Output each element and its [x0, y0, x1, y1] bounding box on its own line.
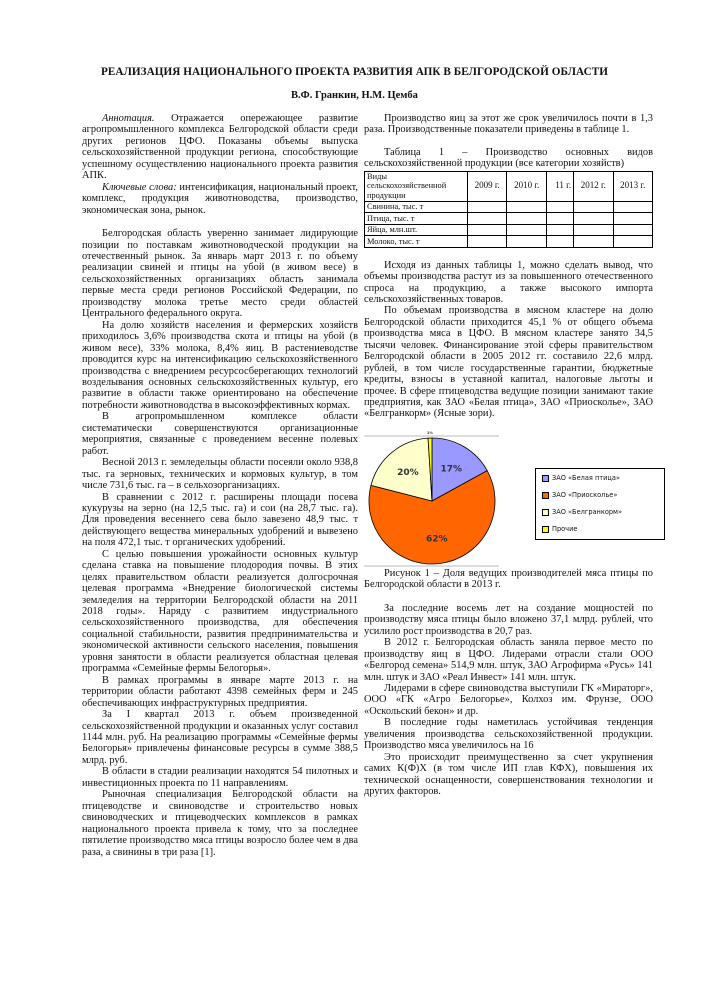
- keywords-text: интенсификация, национальный проект, комплекс, продукция животноводства, производство, экономическая зона, рынок.: [82, 181, 358, 216]
- table-cell: [468, 224, 507, 236]
- paragraph: На долю хозяйств населения и фермерских хозяйств приходилось 3,6% производства скота и птицы на убой (в живом весе), 33% молока, 8,4% яиц. В растениеводстве проводится курс на интенсификацию сельскохозяйственного производства с внедрением ресурсосберегающих технологий возделывания основных сельскохозяйственных культур, его развитие в области также ориентировано на обеспечение потребности животноводства в высокоэффективных кормах.: [82, 319, 358, 411]
- table-row: [365, 224, 653, 236]
- paper-authors: В.Ф. Гранкин, Н.М. Цемба: [291, 90, 418, 101]
- legend-item: [542, 488, 664, 503]
- table-cell: [613, 201, 652, 213]
- abstract-label: Аннотация.: [102, 113, 155, 124]
- paragraph: Весной 2013 г. земледельцы области посеяли около 938,8 тыс. га зерновых, технических и кормовых культур, в том числе 731,6 тыс. га – в сельхозорганизациях.: [82, 457, 358, 492]
- table-header-cell: 2013 г.: [613, 171, 652, 201]
- pie-data-label: 20%: [397, 467, 419, 478]
- production-table: [364, 171, 653, 248]
- keywords-label: Ключевые слова:: [102, 181, 177, 193]
- legend-swatch: [542, 475, 549, 482]
- paragraph: По объемам производства в мясном кластере на долю Белгородской области приходится 45,1 % от общего объема производства мяса в ЦФО. В мясном кластере занято 34,5 тысячи человек. Финансирование этой сферы правительством Белгородской области в 2005 2012 гг. составило 22,6 млрд. рублей, в том числе государственные гарантии, бюджетные кредиты, взносы в уставной капитал, налоговые льготы и прочее. В сфере птицеводства ведущие позиции занимают такие предприятия, как ЗАО «Белая птица», ЗАО «Приосколье», ЗАО «Белгранкорм» (Ясные зори).: [364, 305, 653, 420]
- table-header-cell: 2010 г.: [507, 171, 546, 201]
- paragraph: В сравнении с 2012 г. расширены площади посева кукурузы на зерно (на 12,5 тыс. га) и сои (на 28,7 тыс. га). Для проведения весеннего сева было завезено 48,9 тыс. т действующего вещества минеральных удобрений и вывезено на поля 472,1 тыс. т органических удобрений.: [82, 491, 358, 549]
- legend-swatch: [542, 509, 549, 516]
- pie-data-label: 1%: [426, 430, 433, 435]
- paragraph: За I квартал 2013 г. объем произведенной сельскохозяйственной продукции и оказанных услуг составил 1144 млн. руб. На реализацию программы «Семейные фермы Белогорья» привлечены финансовые ресурсы в сумме 388,5 млрд. руб.: [82, 709, 358, 766]
- legend-label: ЗАО «Белгранкорм»: [552, 507, 623, 516]
- table-cell: [468, 213, 507, 225]
- table-cell: [546, 213, 573, 225]
- table-cell: [574, 224, 613, 236]
- paragraph: В последние годы наметилась устойчивая тенденция увеличения производства сельскохозяйственной продукции. Производство мяса увеличилось на 16: [364, 717, 653, 752]
- pie-data-label: 17%: [440, 464, 463, 475]
- table-header-row: [365, 171, 653, 201]
- paragraph: В агропромышленном комплексе области систематически совершенствуются организационные мероприятия, связанные с проведением весенне полевых работ.: [82, 411, 358, 457]
- abstract: [82, 113, 358, 182]
- paragraph: С целью повышения урожайности основных культур сделана ставка на повышение плодородия почвы. В этих целях правительством области реализуется долгосрочная целевая программа «Внедрение биологической системы земледелия на территории Белгородской области на 2011 2018 годы». Наряду с развитием индустриального сельскохозяйственного производства, для обеспечения социальной стабильности, развития предпринимательства и экономической активности сельского населения, повышения уровня занятости в области реализуется областная целевая программа «Семейные фермы Белогорья».: [82, 548, 358, 675]
- table-cell: Молоко, тыс. т: [365, 236, 468, 248]
- table-cell: [507, 201, 546, 213]
- paragraph: Белгородская область уверенно занимает лидирующие позиции по поставкам животноводческой продукции на отечественный рынок. За январь март 2013 г. по объему реализации свиней и птицы на убой (в живом весе) в сельскохозяйственных организациях область занимала первые места среди регионов Российской Федерации, по производству молока третье место среди областей Центрального федерального округа.: [82, 228, 358, 320]
- left-column: [82, 113, 358, 858]
- paragraph: В области в стадии реализации находятся 54 пилотных и инвестиционных проекта по 11 направлениям.: [82, 766, 358, 789]
- table-row: [365, 201, 653, 213]
- right-column: [364, 113, 653, 798]
- paragraph: Лидерами в сфере свиноводства выступили ГК «Мираторг», ООО «ГК «Агро Белогорье», Колхоз им. Фрунзе, ООО «Оскольский бекон» и др.: [364, 683, 653, 717]
- paragraph: Рыночная специализация Белгородской области на птицеводстве и свиноводстве и строительство новых свиноводческих и птицеводческих комплексов в рамках национального проекта привела к тому, что за последнее пятилетие производство мяса птицы возросло более чем в два раза, а свинины в три раза [1].: [82, 789, 358, 858]
- chart-legend: [535, 468, 665, 540]
- table-cell: [546, 236, 573, 248]
- paper-title: РЕАЛИЗАЦИЯ НАЦИОНАЛЬНОГО ПРОЕКТА РАЗВИТИЯ АПК В БЕЛГОРОДСКОЙ ОБЛАСТИ: [101, 66, 608, 78]
- table-cell: [613, 213, 652, 225]
- figure-caption: Рисунок 1 – Доля ведущих производителей мяса птицы по Белгородской области в 2013 г.: [364, 567, 653, 591]
- abstract-text: Отражается опережающее развитие агропромышленного комплекса Белгородской области среди других регионов ЦФО. Показаны объемы выпуска сельскохозяйственной продукции региона, способствующие успешному осуществлению национального проекта развития АПК.: [82, 113, 358, 182]
- pie-chart-svg: [364, 428, 534, 568]
- table-row: [365, 236, 653, 248]
- paragraph: Исходя из данных таблицы 1, можно сделать вывод, что объемы производства растут из за повышенного отечественного спроса на продукцию, а также высокого импорта сельскохозяйственных товаров.: [364, 259, 653, 305]
- table-cell: [546, 224, 573, 236]
- table-cell: [574, 213, 613, 225]
- pie-chart: [364, 428, 653, 568]
- paragraph: Это происходит преимущественно за счет укрупнения самих К(Ф)Х (в том числе ИП глав КФХ), повышения их технической оснащенности, совершенствования технологии и других факторов.: [364, 751, 653, 798]
- legend-label: ЗАО «Приосколье»: [552, 490, 618, 499]
- table-header-cell: Виды сельскохозяйственной продукции: [365, 171, 468, 201]
- legend-label: ЗАО «Белая птица»: [552, 473, 620, 482]
- legend-swatch: [542, 492, 549, 499]
- table-cell: [613, 224, 652, 236]
- table-row: [365, 213, 653, 225]
- table-cell: [507, 224, 546, 236]
- legend-item: [542, 522, 664, 537]
- table-cell: [468, 236, 507, 248]
- legend-item: [542, 505, 664, 520]
- legend-swatch: [542, 526, 549, 533]
- intro-paragraph: Производство яиц за этот же срок увеличилось почти в 1,3 раза. Производственные показатели приведены в таблице 1.: [364, 113, 653, 136]
- table-cell: [546, 201, 573, 213]
- table-header-cell: 2012 г.: [574, 171, 613, 201]
- paragraph: В 2012 г. Белгородская область заняла первое место по производству яиц в ЦФО. Лидерами отрасли стали ООО «Белгород семена» 514,9 млн. штук, ЗАО Агрофирма «Русь» 141 млн. штук и ЗАО «Реал Инвест» 141 млн. штук.: [364, 637, 653, 683]
- table-cell: [507, 213, 546, 225]
- keywords: [82, 182, 358, 216]
- legend-label: Прочие: [552, 524, 578, 533]
- paragraph: В рамках программы в январе марте 2013 г. на территории области работают 4398 семейных ферм и 245 обеспечивающих инфраструктурных предприятия.: [82, 674, 358, 709]
- table-caption: Таблица 1 – Производство основных видов сельскохозяйственной продукции (все категории хозяйств): [364, 146, 653, 170]
- table-cell: [507, 236, 546, 248]
- table-cell: Свинина, тыс. т: [365, 201, 468, 213]
- legend-item: [542, 471, 664, 486]
- table-cell: Птица, тыс. т: [365, 213, 468, 225]
- table-cell: [468, 201, 507, 213]
- table-header-cell: 11 г.: [546, 171, 573, 201]
- table-cell: Яйца, млн.шт.: [365, 224, 468, 236]
- table-cell: [574, 236, 613, 248]
- table-header-cell: 2009 г.: [468, 171, 507, 201]
- paragraph: За последние восемь лет на создание мощностей по производству мяса птицы было вложено 37,1 млрд. рублей, что усилило рост производства в 20,7 раз.: [364, 602, 653, 637]
- table-cell: [613, 236, 652, 248]
- pie-data-label: 62%: [425, 534, 448, 545]
- table-cell: [574, 201, 613, 213]
